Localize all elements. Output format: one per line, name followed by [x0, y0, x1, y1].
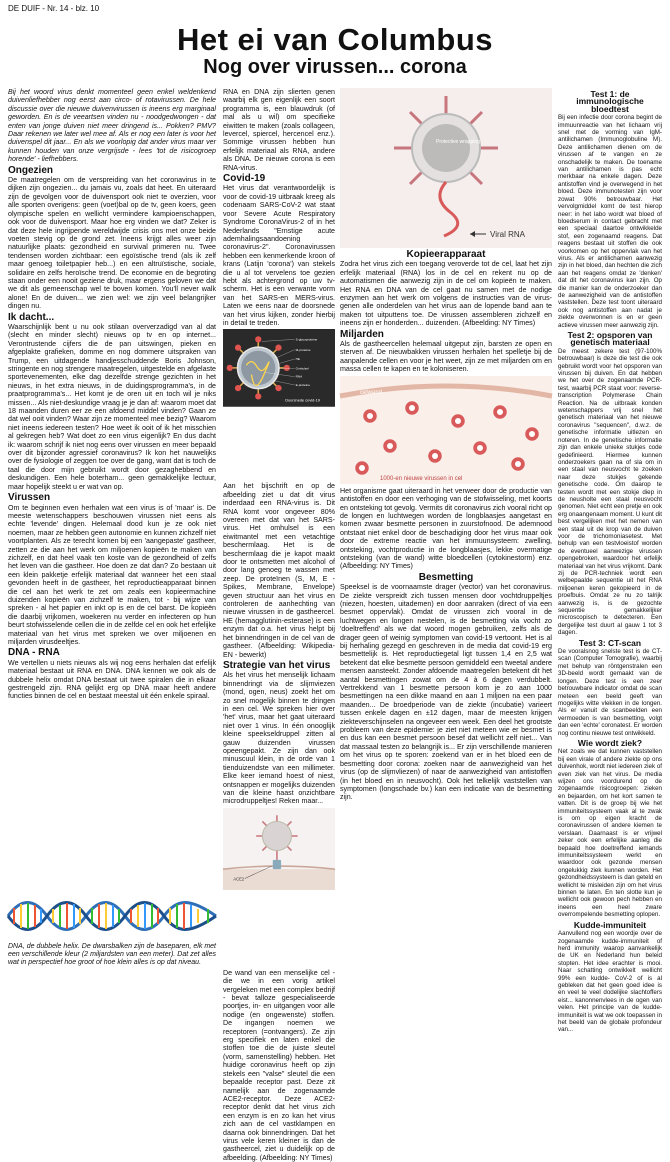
- heading-covid: Covid-19: [223, 173, 266, 185]
- heading-miljarden-2: Miljarden: [340, 328, 384, 340]
- column-middle: [340, 88, 552, 982]
- covid-crosssection-figure: [223, 329, 335, 479]
- legend-label-3: Omhulsel: [295, 366, 309, 371]
- legend-label-2: HE: [295, 357, 300, 362]
- paragraph-test1: Bij een infectie door corona begint de immuunreactie van het lichaam vrij snel met de vorming van IgM-antilichamen (Immunoglobuline M). Deze antilichamen dienen om de virussen af te vangen en ze onschadelijk te maken. De toename van antilichamen is pas echt merkbaar na enkele dagen. Deze antistoffen vind je overwegend in het bloed. Deze immunotesten zijn voor zowat 90% betrouwbaar. Het vervolgmiddel komt de test hierop neer: in het labo wordt wat bloed of bloedserum in contact gebracht met een speciaal daartoe ontwikkelde stof, een zogenaamd reagens. Dat reagens bestaat uit stoffen die ook voorkomen op het oppervlak van het virus. Als er antilichamen aanwezig zijn in het bloed, dan hechten die zich aan het reagens omdat ze 'denken' dat dit het coronavirus kan zijn. Op die manier kan de onderzoeker dan de aanwezigheid van de antistoffen vaststellen. Deze test toont uiteraard ook nog antistoffen aan nadat je ziekte overwonnen is en er geen actieve virussen meer aanwezig zijn.: [558, 114, 662, 329]
- paragraph-rna-dna: RNA en DNA zijn slierten genen waarbij elk gen eigenlijk een soort programma is, een blauwdruk (of mal als u wil) om specifieke eiwitten te maken (zoals collageen, levercel, spiercel, hercencel enz.). Sommige virussen hebben hun erfelijk materiaal als RNA, andere als DNA. De nieuwe corona is een RNA-virus.: [223, 88, 335, 172]
- column-right: [558, 88, 662, 1034]
- protective-wrapping-label: Protective wrapping: [436, 139, 480, 145]
- viral-rna-image-2: [340, 88, 552, 248]
- viral-rna-figure-2: [340, 88, 552, 248]
- cells-figure: [340, 376, 552, 484]
- heading-virussen: Virussen: [8, 492, 51, 504]
- paragraph-dna: We vertellen u niets nieuws als wij nog eens herhalen dat erfelijk materiaal bestaat uit RNA en DNA. DNA kennen we ook als de dubbele helix omdat DNA bestaat uit twee spiralen die in elkaar gestrengeld zijn. RNA gelijkt erg op DNA maar heeft andere functies binnen de cel en bestaat meestal uit één enkele spiraal.: [8, 658, 216, 701]
- paragraph-virussen: Om te beginnen even herhalen wat een virus is of 'maar' is. De meeste wetenschappers beschouwen virussen niet eens als echte 'levende' dingen. Helemaal dood kun je ze ook niet noemen, maar ze hebben geen autonomie en kunnen zichzelf niet voortplanten. Als ze terecht komen bij een 'aangepaste' gastheer, zetten ze die aan het werk om miljoenen kopieën te maken van zichzelf, en dat heel vaak ten koste van de gezondheid of zelfs het leven van die gastheer. Hoe doen ze dat dan? Zo bestaan uit een klein pakketje erfelijk materiaal dat wanneer het een staal gevonden heeft in de gastheer, het reproductieapparaat binnen die cel aan het werk te zet om zeals een kopieermachine duizenden kopieën van zichzelf te maken, tot - bij wijze van spreken - al het papier en inkt op is en de cel barst. De kopieën die daarbij vrijkomen, woekeren nu verder en infecteren op hun beurt stofwisselende cellen die in de zelfde cel en ook het erfelijke materiaal van het virus met spreken we over miljoenen en miljarden virusdeeltjes.: [8, 503, 216, 646]
- heading-strategie: Strategie van het virus: [223, 659, 331, 671]
- heading-wie: Wie wordt ziek?: [577, 737, 643, 748]
- legend-label-0: S-glycoproteine: [295, 337, 318, 342]
- infected-cell-image: [340, 376, 552, 484]
- paragraph-covid-after: Aan het bijschrift en op de afbeelding ziet u dat dit virus inderdaad een RNA-virus is. Dit RNA komt voor ongeveer 80% overeen met dat van het SARS-virus. Het omhulsel is een eiwitmantel met een vetachtige beschermlaag. Het is de beschermlaag die je kapot maakt door te ontsmetten met alcohol of door lang genoeg te wassen met zeep. De proteïnen (S, M, E - Spikes, Membrane, Envelope) geven structuur aan het virus en controleren de aanhechting van nieuwe virussen in de gastheercel. HE (hemagglutinin-esterase) is een enzym dat o.a. het virus helpt bij het binnendringen in de cel van de gastheer. (Afbeelding: Wikipedia-EN - bewerkt): [223, 482, 335, 659]
- legend-label-1: M-proteine: [295, 348, 311, 353]
- heading-kudde: Kudde-immuniteit: [573, 919, 647, 930]
- paragraph-strategie: Als het virus het menselijk lichaam binnendringt via de slijmviezen (mond, ogen, neus) zoekt het om zo snel mogelijk binnen te dringen in een cel. We spreken hier over 'het' virus, maar het gaat uiteraard niet over 1 virus. In één onooglijk kleine speekseldruppel zitten al gauw duizenden virussen opeengepakt. Ze zijn dan ook minuscuul klein, in de orde van 1 tienduizendste van een millimeter. Elke keer iemand hoest of niest, ontsnappen er mogelijks duizenden van die kleine haast onzichtbare microdruppeltjes! Reken maar...: [223, 671, 335, 806]
- paragraph-ikdacht: Waarschijnlijk bent u nu ook stilaan oververzadigd van al dat (slecht en minder slecht) nieuws op tv en op internet... Verontrustende cijfers die de pan uitswingen, pieken en afgeplakte grafieken, domme en nog dommere uitspraken van Trump, een uitdagende handjesschuddende Boris Johnson, stringente en nog strengere maatregelen, uitgestelde en afgelaste sportevenementen, elke dag dezelfde strenge gezichten in het nieuws, in het extra nieuws, in de duidingsprogramma's, in de praatprogramma's... Het komt je de oren uit en toch wil je niks missen... Als niet-deskundige vraag je je dan af: waarom moet dat 18 maanden duren eer ze een afdoend middel vinden? Gaan ze dat wel ooit vinden? Waar zijn ze momenteel mee bezig? Waarom niet ineens iedereen testen? Hoe weet ik ooit of ik het misschien al gekregen heb? Wat doet zo een virus eigenlijk? En dus dacht ik: waarom schrijf ik niet nog eens over virussen en meer bepaald over dit bijzonder agressief coronavirus? Ik kon het nauwelijks over de fysiologie of zeggen toe over de gang, want dat is toch de taal die door mijn gebruikt wordt door gezaghebbend en deskundigen. Een hele boterham... geen gemakkelijke lectuur, maar hopelijk steekt u er wat van op.: [8, 322, 216, 491]
- page-subtitle: Nog over virussen... corona: [203, 56, 467, 78]
- paragraph-kopieerapparaat: Zodra het virus zich een toegang veroverde tot de cel, laat het zijn erfelijk materiaal (RNA) los in de cel en rekent nu op de automatismen die aanwezig zijn in de cel om kopieën te maken. Het RNA en DNA van de cel gaat nu samen met de nodige enzymen aan het werk om volgens de instructies van de virus-genen alle onderdelen van het virus aan de lopende band aan te maken tot uitputtens toe. De virussen assembleren zichzelf en ineens zijn er honderden... duizenden. (Afbeelding: NY Times): [340, 260, 552, 328]
- page-header: DE DUIF - Nr. 14 - blz. 10: [8, 4, 100, 13]
- paragraph-ongezien: De maatregelen om de verspreiding van het coronavirus in te dijken zijn ongezien... du jamais vu, zoals dat heet. En uiteraard zijn de gevolgen voor de duivensport ook niet te overzien, voor alle sporten overigens: geen (voet)bal op de tv, geen koers, geen olympische spelen en wellicht vermindere kampioenschappen, ook voor de duivensport. Maar hoe erg vinden we dat? Zeker is dat deze hele ingrijpende wereldwijde crisis ons met onze beide voeten stevig op de grond zet. Ineens krijgt alles weer zijn natuurlijke plaats: gezondheid en survival primeren nu. Twee tendensen worden zichtbaar: een egoïstische trend (als ik zelf maar genoeg toiletpapier heb...) en een altruïstische, sociale, solidaire en zelfs heroïsche trend. De economie en de begroting staan onder een nooit geziene druk, maar ergens geloven we dat we dit als gemeenschap wel te boven komen. You'll never walk alone! En de duiven... we zien wel: we zijn veel belangrijker dingen nu.: [8, 176, 216, 311]
- paragraph-besmetting: Speeksel is de voornaamste drager (vector) van het coronavirus. De ziekte verspreidt zich tussen mensen door vochtdruppeltjes (niezen, hoesten, uitademen) en door aanraken (direct of via een besmet oppervlak). Omdat de virussen zich vooral in de luchtwegen en longen nestelen, is de besmetting via vocht zo 'doeltreffend' als we dat woord mogen gebruiken, zelfs als de drager geen of weinig symptomen van covid-19 vertoont. Het is al bij herhaling gezegd en geschreven in de media dat covid-19 erg besmettelijk is. Het reproductiegetal ligt tussen 1,4 en 2,5 wat betekent dat elke besmette persoon gemiddeld een tweetal andere mensen aansteekt. Zonder afdoende maatregelen betekent dit het aantal besmettingen zowat om de 4 à 6 dagen verdubbelt. Vertrekkend van 1 besmette persoon kom je zo aan 1000 besmettingen na een dikke maand en aan 1 miljoen na een paar maanden... De broedperiode van de ziekte (incubatie) varieert tussen enkele dagen en ±12 dagen, maar de meesten krijgen ziekteverschijnselen na ongeveer een week. Een deel het grootste probleem van deze epidemie: je ziet niet meteen wie er besmet is en dus kan een besmet persoon besef dat wellicht zelf niet... Van dat massaal testen zo belangrijk is... Er zijn verschillende manieren om het virus op te sporen: zoekend van er in het bloed een de besmetting door corona: zoeken naar de aanwezigheid van het virus (op de slijmvliezen) of naar de aanwezigheid van antistoffen (in het bloed en in neusvocht). Ook het telkelijk vaststellen van symptomen (longschade bv.) kan een indicatie van de besmetting zijn.: [340, 583, 552, 802]
- paragraph-immuunreactie: Het organisme gaat uiteraard in het verweer door de productie van antistoffen en door een verhoging van de stofwisseling, met koorts en ontsteking tot gevolg. Vermits dit coronavirus zich vooral richt op de longen en luchtwegen worden de longblaasjes aangetast en komen zwaar besmette personen in zuurstofnood. De ademnood ontstaat niet enkel door de beschadiging door het virus maar ook door de extreme reactie van het immuunsysteem: zwelling, ontsteking, vochtproductie in de longblaasjes, lekke overmatige ontsteking (van de wand) witte bloedcellen (cytokinestorm) enz. (Afbeelding: NY Times): [340, 486, 552, 571]
- column-1: [8, 88, 216, 896]
- dna-caption: DNA, de dubbele helix. De dwarsbalken zijn de baseparen, elk met een verschillende kleur (2 miljardsten van een meter). Dat zet alles wat in perspectief hoe groot of hoe klein alles is op dat niveau.: [8, 943, 216, 967]
- viral-rna-caption: Viral RNA: [490, 230, 525, 239]
- dna-figure: [8, 896, 216, 986]
- virus-crosssection-image: [223, 329, 335, 407]
- dna-helix-image: [8, 896, 216, 936]
- intro-paragraph: Bij het woord virus denkt momenteel geen enkel weldenkend duivenliefhebber nog eerst aan circo- of rotavirussen. De hele discussie over die nieuwe duivenvirussen is ineens erg marginaal geworden. En is de veeartsen vinden nu - noodgedwongen - dat enten van jonge duiven niet meer dringend is... Pokken? PMV? Daar rekenen we later wel mee af. Als er nog een later is voor het duivenspel dit jaar... En als we voorlopig dat ander virus maar ver kunnen houden van onze vergrijsde - lees 'tot de risicogroep horende' - liefhebbers.: [8, 88, 216, 164]
- heading-ongezien: Ongezien: [8, 164, 54, 176]
- paragraph-ace2: De wand van een menselijke cel - die we in een vorig artikel vergeleken met een complex bedrijf - bevat talloze gespecialiseerde poortjes, in- en uitgangen voor alle nodige (en ongewenste) stoffen. De ingangen noemen we receptoren (=ontvangers). Ze zijn erg specifiek en laten enkel die stoffen toe die de juiste sleutel (vorm, samenstelling) hebben. Het huidige coronavirus heeft op zijn stekels een "valse" sleutel die een bepaalde receptor past. Deze zit namelijk aan de zogenaamde ACE2-receptor. Deze ACE2-receptor denkt dat het virus zich een enzym is en zo kan het virus zich aan de cel vastklampen en daarna ook binnendringen. Dat het virus vele keren kleiner is dan de gastheercel, ziet u duidelijk op de afbeelding. (Afbeelding: NY Times): [223, 968, 335, 1162]
- paragraph-miljarden-2: Als de gastheercellen helemaal uitgeput zijn, barsten ze open en sterven af. De nieuwbakken virussen herhalen het spelletje bij de aanpalende cellen en voor je het weet, zijn ze met miljarden om en massa cellen te kapen en te koloniseren.: [340, 340, 552, 374]
- paragraph-test3: De vooralsnog snelste test is de CT-scan (Computer Tomografie), waarbij met behulp van röntgenstralen een 3D-beeld wordt gemaakt van de longen. Deze test is een zeer betrouwbare indicator omdat de scan meteen een beeld geeft van mogelijks witte vlekken in de longen. Als er vanuit de scanbeelden een vermoeden is van besmetting, volgt dan een 'echte' coronatest. Er worden nog continu nieuwe test ontwikkeld.: [558, 648, 662, 737]
- celwand-label: celwand: [360, 389, 383, 396]
- crosssection-label: Doorsnede covid-19: [285, 397, 320, 403]
- paragraph-covid: Het virus dat verantwoordelijk is voor de covid-19 uitbraak kreeg als codenaam SARS-CoV-2 wat staat voor Severe Acute Respiratory Syndrome CoronaVirus-2 of in het Nederlands "Ernstige acute ademhalingsaandoening coronavirus-2". Coronavirussen hebben een kenmerkende kroon of krans (Latijn 'corona') van stekels die u al tot vervelens toe gezien hebt als achtergrond op uw tv-scherm. Het is een verwante vorm van het SARS-en MERS-virus. Laten we eens naar de doorsnede van het virus kijken, zonder hierbij in detail te treden.: [223, 184, 335, 327]
- page-title: Het ei van Columbus: [176, 22, 494, 57]
- heading-test2: Test 2: opsporen van genetisch materiaal: [567, 330, 653, 348]
- virus-count-label: 1000-en nieuwe virussen in cel: [380, 475, 463, 482]
- ace2-image: [223, 808, 335, 890]
- heading-besmetting: Besmetting: [418, 571, 474, 583]
- heading-ikdacht: Ik dacht...: [8, 311, 55, 323]
- paragraph-kudde: Aanvullend nog een woordje over de zogenaamde kudde-immuniteit of herd immunity waarop aanvankelijk de UK en Nederland hun beleid stopten. Het idee erachter is mooi. Naar schatting ontwikkelt wellicht 99% een kudde- CoV-2 of is al gebleken dat het geen goed idee is en veel te veel dodelijke slachtoffers eist... kanonnenvlees in de ogen van velen. Het principe van de kudde-immuniteit is wat we ook toepassen in het beeld van de globale profondeur van...: [558, 930, 662, 1034]
- ace2-label: ACE2: [233, 876, 245, 882]
- heading-test1: Test 1: de immunologische bloedtest: [576, 89, 644, 114]
- column-2: [223, 88, 335, 1162]
- ace2-figure: [223, 808, 335, 966]
- paragraph-wie: Net zoals we dat kunnen vaststellen bij een virale of andere ziekte op ons duivenhok, wordt niet iedereen ziek of even ziek van het virus. De media wijzen ons voordurend op de zogenaamde risicogroepen: zieken en bejaarden, om het kort samen te vatten. Dit is de groep bij wie het immuniteitssysteem vaak al te zwak is om op eigen kracht de coronavirussen of andere kiemen te verslaan. Daarnaast is er vrijwel zeker ook een erfelijke aanleg die bepaald hoe doeltreffend iemands immuniteitssysteem werkt en waardoor ook gezonde mensen ongelukkig ziek kunnen worden. Het gezondheidssysteem is dan geteld en wellicht te misleiden zijn om het virus binnen te laten. En ten slotte kun je wellicht ook gewoon pech hebben en ineens een heel zware overrompelende besmetting oplopen.: [558, 748, 662, 919]
- legend-label-4: RNA: [295, 375, 303, 380]
- legend-label-5: E-proteine: [295, 383, 310, 388]
- paragraph-test2: De meest zekere test (97-100% betrouwbaar) is deze die test die ook gebruikt wordt voor het opsporen van virussen bij duiven. En dat hebben we het over de zogenaamde PCR-test, waarbij PCR staat voor: reverse-transcription Polymerase Chain Reaction. Na de uitbraak konden wetenschappers vrij snel het genetisch materiaal van het nieuwe coronavirus "sequencen", d.w.z. de genetische informatie uitlezen en noteren. In de genetische informatie zijn dan enkele unieke stukjes code gedefinieerd. Hiermee kunnen onderzoekers gaan na of sla om in een staal van neusvocht te zoeken naar deze stukjes gekende genetische code. Om daarop te testen wordt met een stokje diep in de neusholte een staal neusvocht genomen. Niet echt een pretje en ook erg onaangenaam moment. U kunt dit best vergelijken met het nemen van een staal uit de krop van de duiven voor de trichomoniasetest. Met behulp van een testvloeistof worden de eventueel aanwezige virussen opengebroken, waardoor het erfelijk materiaal van het virus vrijkomt. Dank zij de PCR-techniek wordt een welbepaalde sequentie uit het RNA miljoenen keren gekopieerd in de proefbuis. Omdat ze nu zo talrijk aanwezig is, is de gezochte sequentie gemakkelijker microscopisch te detecteren. Een dergelijke test duurt al gauw 1 tot 3 dagen.: [558, 347, 662, 637]
- heading-dna: DNA - RNA: [8, 647, 60, 659]
- heading-test3: Test 3: CT-scan: [578, 637, 642, 648]
- heading-kopieerapparaat: Kopieerapparaat: [406, 249, 486, 260]
